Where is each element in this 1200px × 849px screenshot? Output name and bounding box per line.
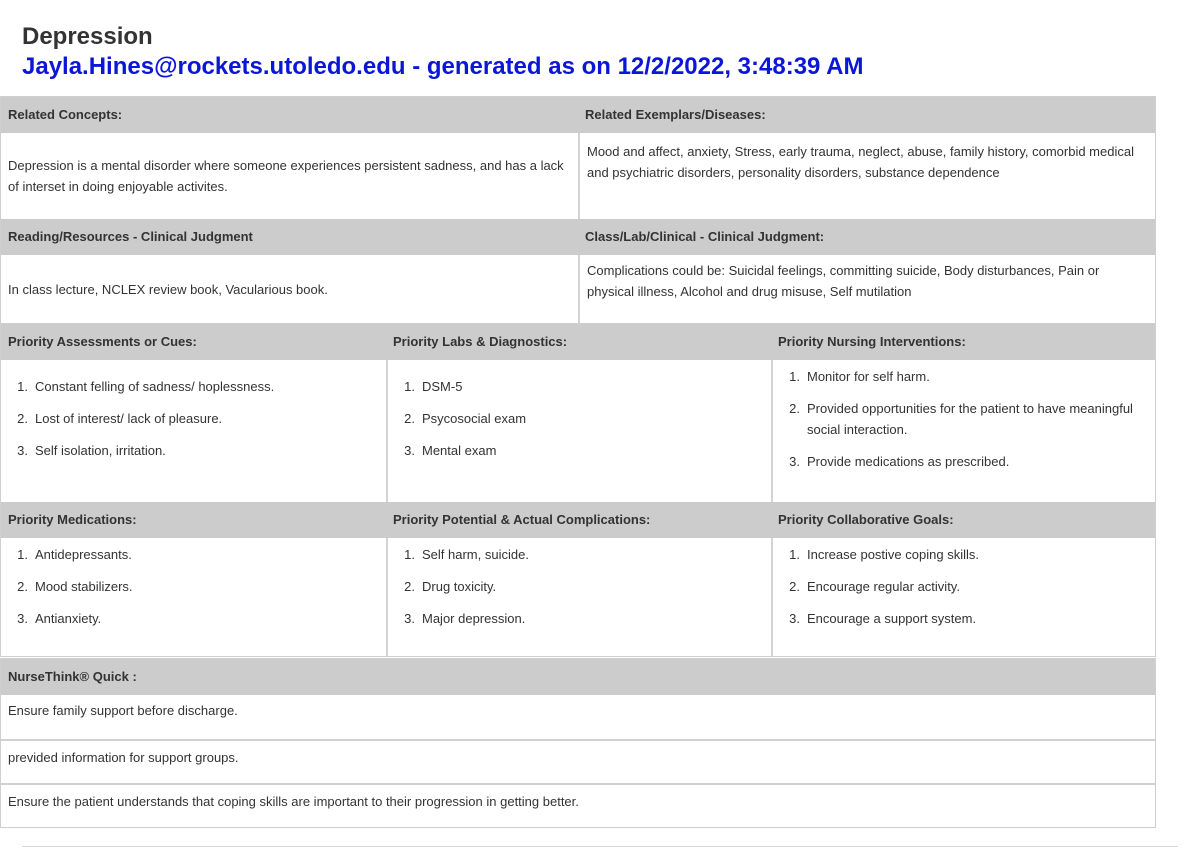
list-item: 2. Mood stabilizers. bbox=[17, 579, 133, 594]
list-item: 2. Encourage regular activity. bbox=[789, 579, 960, 594]
concepts-body-row bbox=[1, 133, 1155, 219]
class-lab-text: Complications could be: Suicidal feelings, committing suicide, Body disturbances, Pain or physical illness, Alcohol and drug misuse, Self mutilation bbox=[587, 263, 1100, 299]
list-item: 1. Monitor for self harm. bbox=[789, 369, 930, 384]
priorities-body-row-2 bbox=[1, 538, 1155, 656]
judgment-header-row bbox=[1, 219, 1155, 255]
priorities-table bbox=[0, 323, 1156, 657]
priority-labs-cell bbox=[386, 360, 771, 502]
concepts-table bbox=[0, 96, 1156, 324]
list-item: 3. Encourage a support system. bbox=[789, 611, 977, 626]
priority-interventions-header: Priority Nursing Interventions: bbox=[771, 324, 1155, 360]
priority-medications-cell bbox=[1, 538, 386, 656]
page-subtitle: Jayla.Hines@rockets.utoledo.edu - generated as on 12/2/2022, 3:48:39 AM bbox=[22, 53, 864, 80]
list-item: 3. Provide medications as prescribed. bbox=[789, 454, 1010, 469]
nursethink-item: Ensure family support before discharge. bbox=[8, 703, 238, 718]
list-item: 1. Constant felling of sadness/ hoplessness. bbox=[17, 379, 275, 394]
nursethink-item: Ensure the patient understands that coping skills are important to their progression in getting better. bbox=[1, 783, 1155, 827]
priorities-header-row-2 bbox=[1, 502, 1155, 538]
reading-resources-header: Reading/Resources - Clinical Judgment bbox=[1, 219, 578, 255]
priority-labs-header: Priority Labs & Diagnostics: bbox=[386, 324, 771, 360]
priority-assessments-cell bbox=[1, 360, 386, 502]
list-item: 1. Antidepressants. bbox=[17, 547, 132, 562]
related-concepts-header: Related Concepts: bbox=[1, 97, 578, 133]
nursethink-item: previded information for support groups. bbox=[1, 739, 1155, 783]
priorities-body-row-1 bbox=[1, 360, 1155, 502]
priorities-header-row-1 bbox=[1, 324, 1155, 360]
concepts-header-row bbox=[1, 97, 1155, 133]
list-item: 2. Drug toxicity. bbox=[404, 579, 497, 594]
list-item: 3. Self isolation, irritation. bbox=[17, 443, 166, 458]
judgment-body-row bbox=[1, 255, 1155, 323]
priority-interventions-list bbox=[780, 366, 1148, 472]
care-map-page bbox=[22, 0, 1178, 82]
related-concepts-cell bbox=[1, 133, 578, 219]
class-lab-cell bbox=[578, 255, 1155, 323]
priority-assessments-header: Priority Assessments or Cues: bbox=[1, 324, 386, 360]
related-concepts-text: Depression is a mental disorder where someone experiences persistent sadness, and has a lack of interset in doing enjoyable activites. bbox=[8, 158, 564, 194]
priority-complications-cell bbox=[386, 538, 771, 656]
priority-medications-header: Priority Medications: bbox=[1, 502, 386, 538]
list-item: 3. Major depression. bbox=[404, 611, 526, 626]
priority-goals-cell bbox=[771, 538, 1155, 656]
list-item: 2. Lost of interest/ lack of pleasure. bbox=[17, 411, 223, 426]
list-item: 1. DSM-5 bbox=[404, 379, 463, 394]
priority-complications-list bbox=[395, 544, 764, 629]
list-item: 2. Provided opportunities for the patient to have meaningful social interaction. bbox=[789, 401, 1133, 437]
bottom-divider bbox=[22, 846, 1178, 847]
list-item: 1. Self harm, suicide. bbox=[404, 547, 529, 562]
priority-goals-list bbox=[780, 544, 1148, 629]
list-item: 3. Mental exam bbox=[404, 443, 497, 458]
priority-assessments-list bbox=[8, 376, 379, 461]
related-exemplars-cell bbox=[578, 133, 1155, 219]
list-item: 1. Increase postive coping skills. bbox=[789, 547, 979, 562]
page-title: Depression bbox=[22, 23, 153, 50]
class-lab-header: Class/Lab/Clinical - Clinical Judgment: bbox=[578, 219, 1155, 255]
related-exemplars-text: Mood and affect, anxiety, Stress, early trauma, neglect, abuse, family history, comorbid medical and psychiatric disorders, personality disorders, substance dependence bbox=[587, 144, 1134, 180]
reading-resources-text: In class lecture, NCLEX review book, Vacularious book. bbox=[8, 281, 328, 297]
nursethink-header: NurseThink® Quick : bbox=[1, 659, 1155, 695]
reading-resources-cell bbox=[1, 255, 578, 323]
priority-labs-list bbox=[395, 376, 764, 461]
priority-interventions-cell bbox=[771, 360, 1155, 502]
nursethink-table bbox=[0, 658, 1156, 828]
priority-goals-header: Priority Collaborative Goals: bbox=[771, 502, 1155, 538]
list-item: 3. Antianxiety. bbox=[17, 611, 102, 626]
related-exemplars-header: Related Exemplars/Diseases: bbox=[578, 97, 1155, 133]
priority-complications-header: Priority Potential & Actual Complications: bbox=[386, 502, 771, 538]
list-item: 2. Psycosocial exam bbox=[404, 411, 527, 426]
priority-medications-list bbox=[8, 544, 379, 629]
